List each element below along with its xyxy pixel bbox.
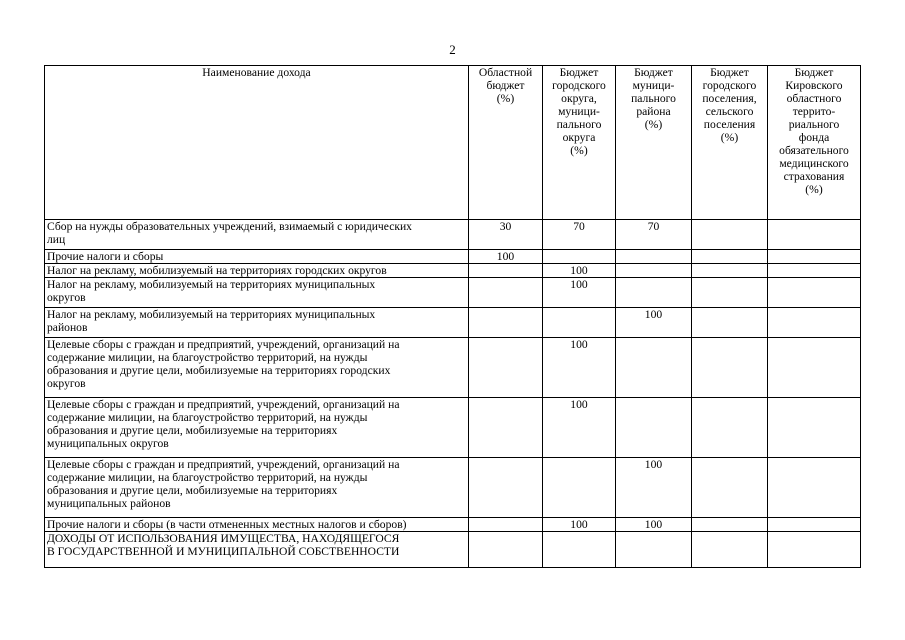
- table-row: [45, 220, 861, 250]
- revenue-name-cell: [45, 264, 469, 278]
- revenue-name-line: Налог на рекламу, мобилизуемый на территориях городских округов: [47, 264, 387, 277]
- header-column-line: фонда: [798, 131, 830, 144]
- revenue-name-line: В ГОСУДАРСТВЕННОЙ И МУНИЦИПАЛЬНОЙ СОБСТВЕННОСТИ: [47, 545, 400, 558]
- header-column-line: Бюджет: [634, 66, 673, 79]
- header-column-line: округа: [562, 131, 596, 144]
- revenue-name-line: Целевые сборы с граждан и предприятий, учреждений, организаций на: [47, 398, 400, 411]
- percent-cell: 100: [543, 264, 616, 278]
- percent-cell: [692, 220, 768, 250]
- revenue-name-line: Налог на рекламу, мобилизуемый на территориях муниципальных: [47, 278, 376, 291]
- revenue-name-line: Прочие налоги и сборы: [47, 250, 164, 263]
- header-column-line: (%): [720, 131, 739, 144]
- percent-cell: 30: [469, 220, 543, 250]
- table-row: [45, 278, 861, 308]
- header-column-line: Бюджет: [559, 66, 599, 79]
- percent-cell: [692, 264, 768, 278]
- revenue-name-line: лиц: [47, 233, 66, 246]
- header-column-line: страхования: [783, 170, 845, 183]
- table-row: [45, 518, 861, 532]
- percent-cell: [543, 250, 616, 264]
- header-column-line: медицинского: [779, 157, 849, 170]
- percent-cell: [616, 250, 692, 264]
- revenue-name-line: содержание милиции, на благоустройство территорий, на нужды: [47, 411, 368, 424]
- percent-cell: [543, 458, 616, 518]
- header-column-line: террито-: [792, 105, 836, 118]
- header-column-5: [768, 66, 861, 220]
- percent-cell: [543, 532, 616, 568]
- revenue-name-line: Налог на рекламу, мобилизуемый на территориях муниципальных: [47, 308, 376, 321]
- revenue-name-line: образования и другие цели, мобилизуемые на территориях: [47, 484, 338, 497]
- percent-cell: [768, 250, 861, 264]
- revenue-name-cell: [45, 338, 469, 398]
- percent-cell: 100: [616, 518, 692, 532]
- percent-cell: [692, 458, 768, 518]
- percent-cell: [768, 308, 861, 338]
- percent-cell: [469, 518, 543, 532]
- header-column-line: (%): [496, 92, 515, 105]
- percent-cell: [469, 308, 543, 338]
- table-row: [45, 398, 861, 458]
- page-number: 2: [449, 42, 456, 57]
- header-column-line: городского: [702, 79, 757, 92]
- percent-cell: [616, 338, 692, 398]
- revenue-name-line: Целевые сборы с граждан и предприятий, учреждений, организаций на: [47, 338, 400, 351]
- header-column-line: пального: [556, 118, 602, 131]
- percent-cell: [469, 278, 543, 308]
- revenue-name-line: образования и другие цели, мобилизуемые на территориях городских: [47, 364, 391, 377]
- percent-cell: [692, 532, 768, 568]
- revenue-name-cell: [45, 250, 469, 264]
- percent-cell: [768, 220, 861, 250]
- percent-cell: [469, 458, 543, 518]
- header-column-line: сельского: [705, 105, 754, 118]
- header-column-line: Областной: [478, 66, 533, 79]
- revenue-distribution-table: [44, 65, 861, 568]
- percent-cell: [616, 532, 692, 568]
- header-column-line: Бюджет: [794, 66, 834, 79]
- revenue-name-line: округов: [47, 377, 86, 390]
- percent-cell: [469, 264, 543, 278]
- header-column-line: риального: [788, 118, 840, 131]
- header-column-1: [469, 66, 543, 220]
- percent-cell: [469, 532, 543, 568]
- revenue-name-line: Прочие налоги и сборы (в части отмененных местных налогов и сборов): [47, 518, 407, 531]
- table-row: [45, 264, 861, 278]
- percent-cell: 70: [543, 220, 616, 250]
- percent-cell: 100: [469, 250, 543, 264]
- percent-cell: 100: [616, 308, 692, 338]
- percent-cell: 100: [543, 398, 616, 458]
- header-column-line: бюджет: [486, 79, 525, 92]
- revenue-name-line: ДОХОДЫ ОТ ИСПОЛЬЗОВАНИЯ ИМУЩЕСТВА, НАХОДЯЩЕГОСЯ: [47, 532, 400, 545]
- section-header-row: [45, 532, 861, 568]
- table-row: [45, 338, 861, 398]
- percent-cell: [768, 518, 861, 532]
- header-column-line: (%): [570, 144, 588, 157]
- header-column-line: поселения: [703, 118, 756, 131]
- percent-cell: [692, 250, 768, 264]
- percent-cell: [616, 278, 692, 308]
- percent-cell: [692, 308, 768, 338]
- percent-cell: 100: [616, 458, 692, 518]
- header-column-line: поселения,: [702, 92, 757, 105]
- revenue-name-cell: [45, 458, 469, 518]
- header-name-cell: [45, 66, 469, 220]
- revenue-name-cell: [45, 308, 469, 338]
- percent-cell: 70: [616, 220, 692, 250]
- header-row: [45, 66, 861, 220]
- revenue-name-cell: [45, 278, 469, 308]
- percent-cell: [469, 398, 543, 458]
- percent-cell: [616, 264, 692, 278]
- revenue-name-line: муниципальных округов: [47, 437, 169, 450]
- revenue-name-cell: [45, 518, 469, 532]
- percent-cell: [768, 278, 861, 308]
- revenue-name-line: Целевые сборы с граждан и предприятий, учреждений, организаций на: [47, 458, 400, 471]
- header-column-line: (%): [644, 118, 663, 131]
- percent-cell: [768, 338, 861, 398]
- header-column-line: пального: [631, 92, 676, 105]
- header-column-line: городского: [552, 79, 606, 92]
- header-column-line: муници-: [558, 105, 600, 118]
- revenue-name-line: содержание милиции, на благоустройство территорий, на нужды: [47, 471, 368, 484]
- header-column-line: муници-: [632, 79, 675, 92]
- header-column-line: обязательного: [779, 144, 849, 157]
- revenue-name-cell: [45, 220, 469, 250]
- revenue-name-cell: [45, 398, 469, 458]
- revenue-name-cell: [45, 532, 469, 568]
- revenue-name-line: округов: [47, 291, 86, 304]
- percent-cell: [692, 398, 768, 458]
- revenue-name-line: муниципальных районов: [47, 497, 171, 510]
- percent-cell: 100: [543, 278, 616, 308]
- header-column-line: округа,: [561, 92, 597, 105]
- percent-cell: [768, 398, 861, 458]
- revenue-name-line: Сбор на нужды образовательных учреждений, взимаемый с юридических: [47, 220, 412, 233]
- header-column-line: района: [636, 105, 671, 118]
- table-row: [45, 458, 861, 518]
- revenue-name-line: районов: [47, 321, 88, 334]
- table-row: [45, 308, 861, 338]
- percent-cell: [543, 308, 616, 338]
- header-column-line: (%): [805, 183, 823, 196]
- header-column-line: областного: [786, 92, 842, 105]
- header-column-3: [616, 66, 692, 220]
- percent-cell: [692, 278, 768, 308]
- percent-cell: [768, 458, 861, 518]
- table-row: [45, 250, 861, 264]
- header-column-line: Бюджет: [710, 66, 749, 79]
- header-column-4: [692, 66, 768, 220]
- header-column-line: Кировского: [785, 79, 843, 92]
- revenue-name-line: содержание милиции, на благоустройство территорий, на нужды: [47, 351, 368, 364]
- percent-cell: 100: [543, 518, 616, 532]
- percent-cell: [616, 398, 692, 458]
- percent-cell: [692, 518, 768, 532]
- revenue-name-line: образования и другие цели, мобилизуемые на территориях: [47, 424, 338, 437]
- percent-cell: [692, 338, 768, 398]
- percent-cell: 100: [543, 338, 616, 398]
- header-column-2: [543, 66, 616, 220]
- percent-cell: [469, 338, 543, 398]
- percent-cell: [768, 532, 861, 568]
- header-name-label: Наименование дохода: [202, 66, 311, 79]
- percent-cell: [768, 264, 861, 278]
